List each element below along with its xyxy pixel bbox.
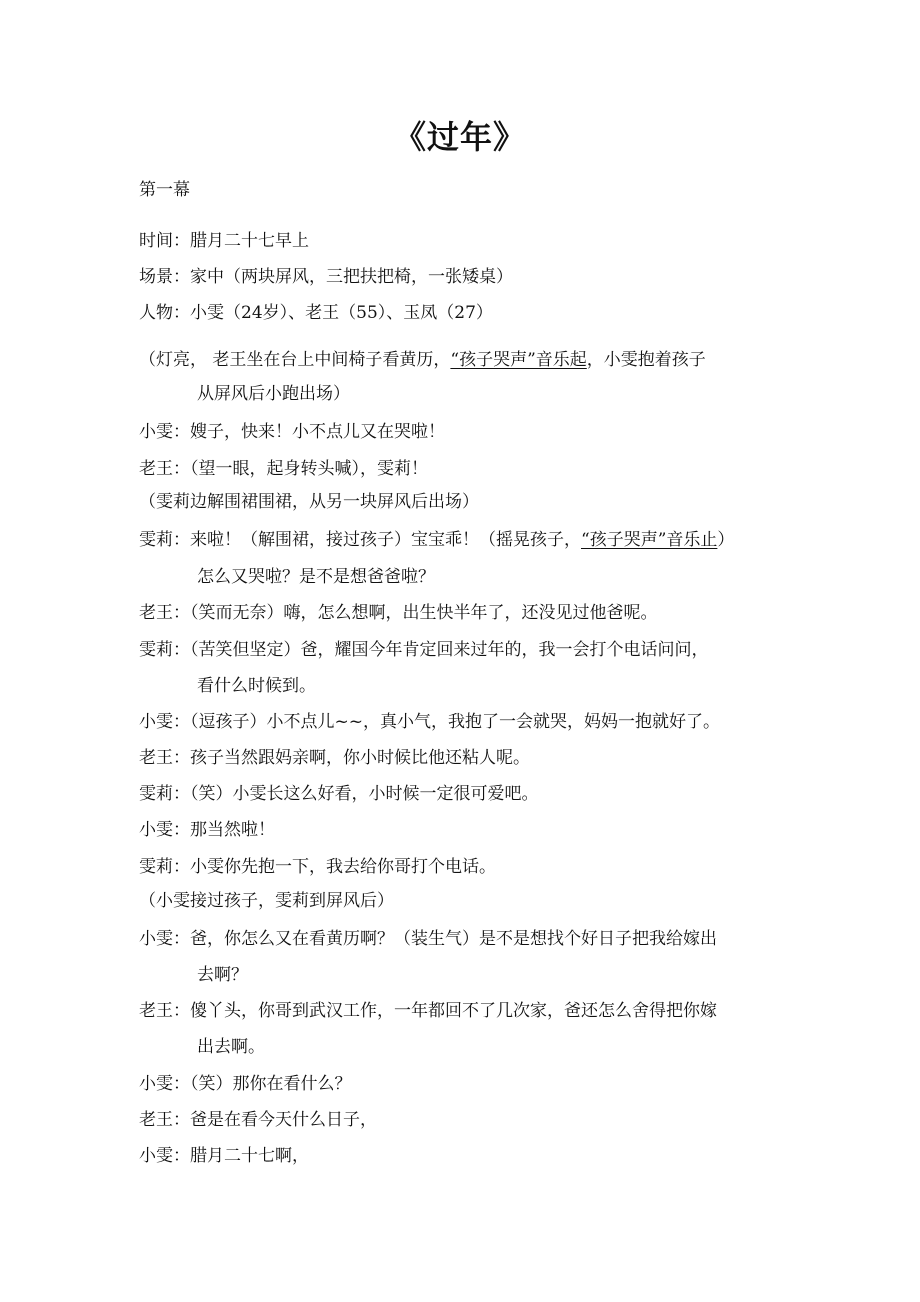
dialogue-line-continued: 出去啊。 [197, 1037, 265, 1057]
dialogue-line-continued: 怎么又哭啦？是不是想爸爸啦？ [197, 567, 435, 587]
music-cue: “孩子哭声”音乐止 [581, 530, 718, 550]
music-cue: “孩子哭声”音乐起 [450, 350, 587, 370]
dialogue-line: 雯莉：（苦笑但坚定）爸，耀国今年肯定回来过年的，我一会打个电话问问， [139, 640, 709, 660]
dialogue-line: 小雯：腊月二十七啊， [139, 1146, 309, 1166]
stage-direction: （雯莉边解围裙围裙，从另一块屏风后出场） [139, 492, 479, 512]
dialogue-line: 小雯：（笑）那你在看什么？ [139, 1074, 352, 1094]
dialogue-line [139, 528, 734, 552]
stage-direction-text: ，小雯抱着孩子 [586, 350, 706, 370]
dialogue-line: 老王：傻丫头，你哥到武汉工作，一年都回不了几次家，爸还怎么舍得把你嫁 [139, 1001, 717, 1021]
dialogue-line: 小雯：爸，你怎么又在看黄历啊？（装生气）是不是想找个好日子把我给嫁出 [139, 929, 717, 949]
stage-direction-text: （灯亮， 老王坐在台上中间椅子看黄历， [139, 350, 451, 370]
dialogue-line: 小雯：嫂子，快来！小不点儿又在哭啦！ [139, 422, 445, 442]
dialogue-line: 雯莉：（笑）小雯长这么好看，小时候一定很可爱吧。 [139, 784, 539, 804]
dialogue-line: 小雯：那当然啦！ [139, 820, 275, 840]
dialogue-line: 老王：（笑而无奈）嗨，怎么想啊，出生快半年了，还没见过他爸呢。 [139, 603, 658, 623]
characters-line: 人物：小雯（24岁）、老王（55）、玉凤（27） [139, 303, 493, 323]
dialogue-line-continued: 去啊？ [197, 965, 248, 985]
page-title: 《过年》 [393, 118, 526, 156]
dialogue-line: 雯莉：小雯你先抱一下，我去给你哥打个电话。 [139, 857, 496, 877]
dialogue-text: 雯莉：来啦！（解围裙，接过孩子）宝宝乖！（摇晃孩子， [139, 530, 581, 550]
dialogue-line: 小雯：（逗孩子）小不点儿~~，真小气，我抱了一会就哭，妈妈一抱就好了。 [139, 712, 720, 732]
scene-line: 场景：家中（两块屏风，三把扶把椅，一张矮桌） [139, 267, 513, 287]
dialogue-line-continued: 看什么时候到。 [197, 676, 316, 696]
dialogue-line: 老王：（望一眼，起身转头喊），雯莉！ [139, 459, 428, 479]
time-line: 时间：腊月二十七早上 [139, 231, 309, 251]
dialogue-line: 老王：爸是在看今天什么日子， [139, 1110, 377, 1130]
dialogue-text: ） [717, 530, 735, 550]
stage-direction [139, 348, 706, 372]
stage-direction-continued: 从屏风后小跑出场） [197, 384, 350, 404]
act-heading: 第一幕 [139, 180, 190, 200]
dialogue-line: 老王：孩子当然跟妈亲啊，你小时候比他还粘人呢。 [139, 748, 530, 768]
stage-direction: （小雯接过孩子，雯莉到屏风后） [139, 891, 394, 911]
